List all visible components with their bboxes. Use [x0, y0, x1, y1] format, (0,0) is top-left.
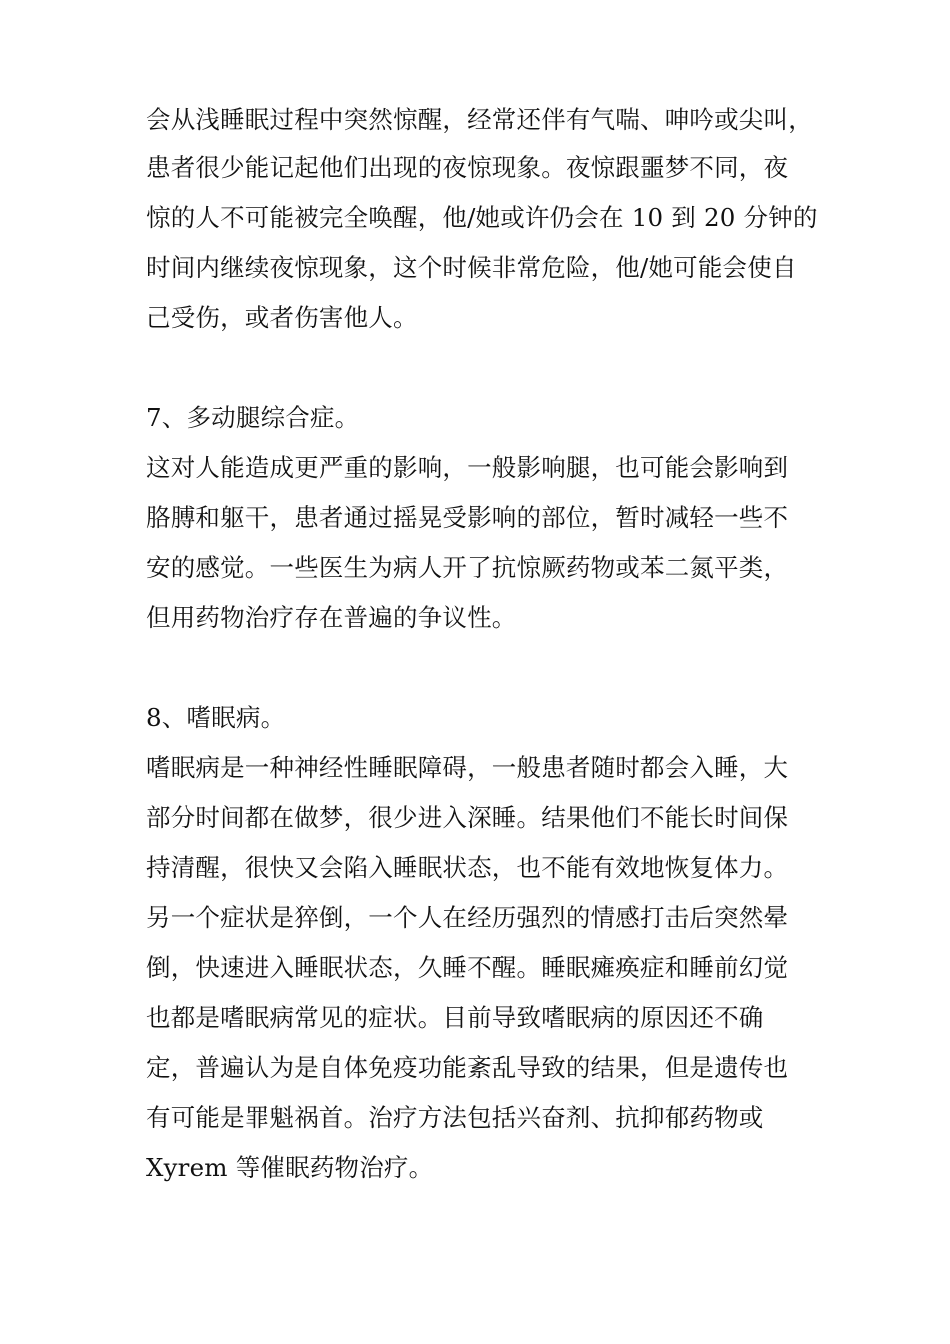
paragraph-line: 部分时间都在做梦，很少进入深睡。结果他们不能长时间保	[146, 803, 789, 832]
paragraph-line: 有可能是罪魁祸首。治疗方法包括兴奋剂、抗抑郁药物或	[146, 1103, 764, 1132]
paragraph-line: Xyrem 等催眠药物治疗。	[146, 1153, 434, 1182]
paragraph-line: 患者很少能记起他们出现的夜惊现象。夜惊跟噩梦不同，夜	[146, 153, 789, 182]
paragraph-line: 也都是嗜眠病常见的症状。目前导致嗜眠病的原因还不确	[146, 1003, 764, 1032]
paragraph-line: 安的感觉。一些医生为病人开了抗惊厥药物或苯二氮平类，	[146, 553, 789, 582]
paragraph-line: 胳膊和躯干，患者通过摇晃受影响的部位，暂时减轻一些不	[146, 503, 789, 532]
section-heading-7: 7、多动腿综合症。	[146, 403, 360, 432]
paragraph-line: 倒，快速进入睡眠状态，久睡不醒。睡眠瘫痪症和睡前幻觉	[146, 953, 789, 982]
paragraph-line: 定，普遍认为是自体免疫功能紊乱导致的结果，但是遗传也	[146, 1053, 789, 1082]
paragraph-line: 惊的人不可能被完全唤醒，他/她或许仍会在 10 到 20 分钟的	[146, 203, 818, 232]
paragraph-line: 但用药物治疗存在普遍的争议性。	[146, 603, 517, 632]
paragraph-line: 这对人能造成更严重的影响，一般影响腿，也可能会影响到	[146, 453, 789, 482]
paragraph-line: 另一个症状是猝倒，一个人在经历强烈的情感打击后突然晕	[146, 903, 789, 932]
paragraph-line: 时间内继续夜惊现象，这个时候非常危险，他/她可能会使自	[146, 253, 797, 282]
paragraph-line: 己受伤，或者伤害他人。	[146, 303, 418, 332]
paragraph-line: 会从浅睡眠过程中突然惊醒，经常还伴有气喘、呻吟或尖叫，	[146, 105, 813, 134]
paragraph-line: 持清醒，很快又会陷入睡眠状态，也不能有效地恢复体力。	[146, 853, 789, 882]
paragraph-line: 嗜眠病是一种神经性睡眠障碍，一般患者随时都会入睡，大	[146, 753, 789, 782]
section-heading-8: 8、嗜眠病。	[146, 703, 286, 732]
